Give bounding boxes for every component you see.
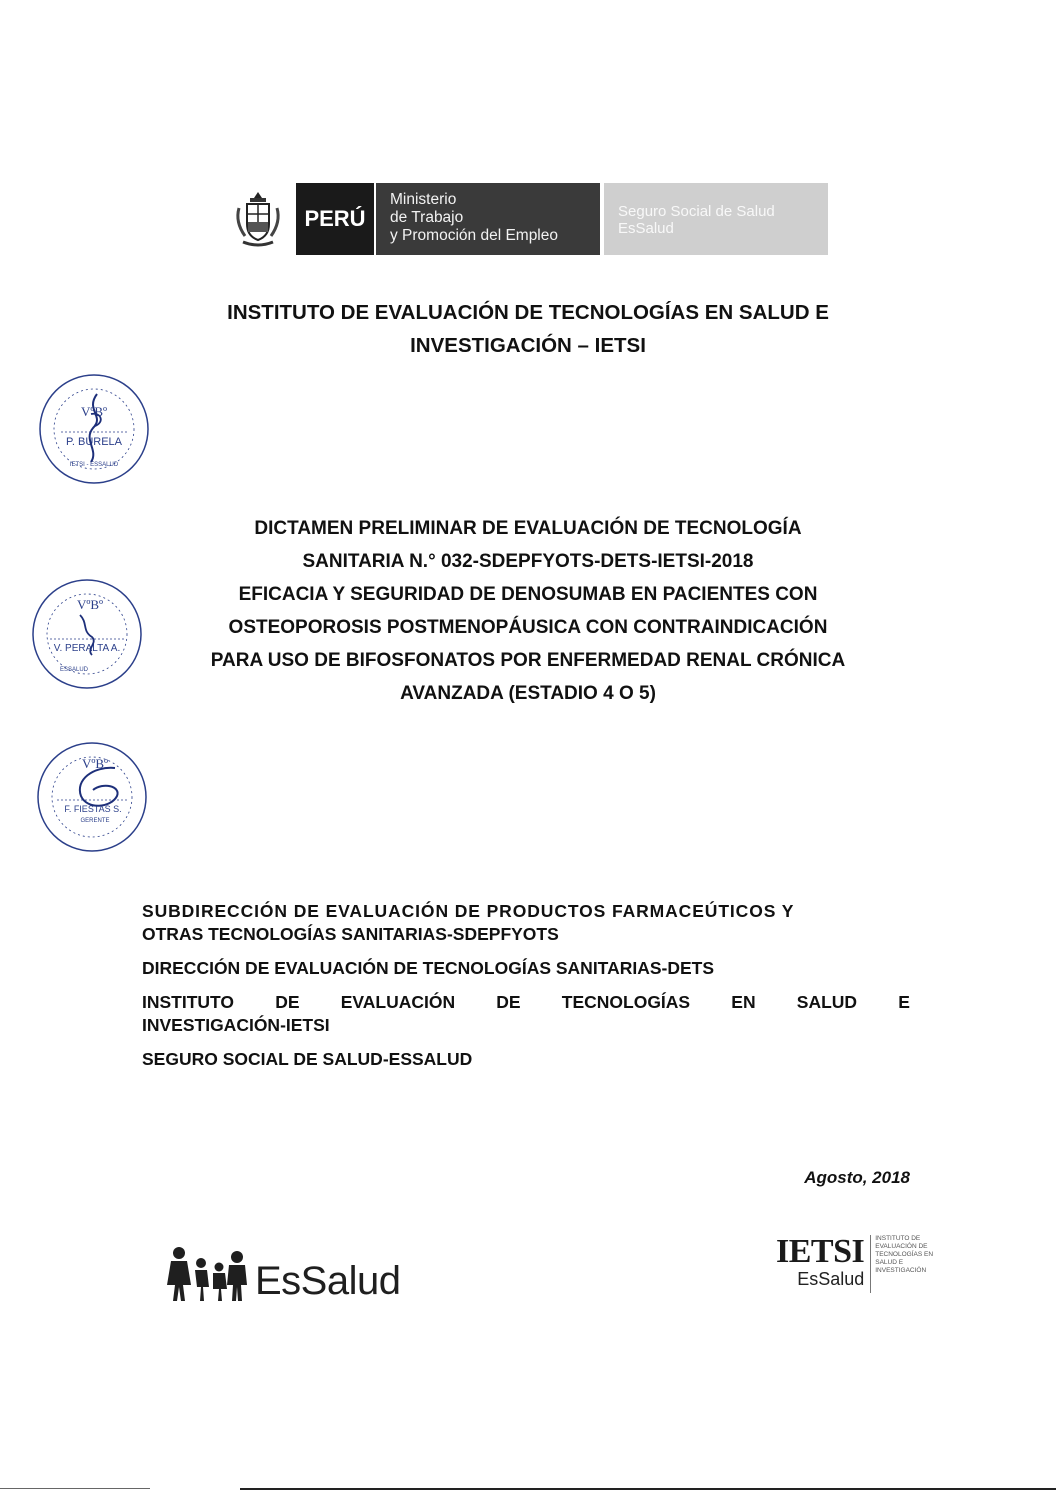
ietsi-desc-line: INSTITUTO DE [875,1235,921,1242]
document-date: Agosto, 2018 [804,1168,910,1187]
institute-title-line: INSTITUTO DE EVALUACIÓN DE TECNOLOGÍAS EN SALUD E [227,301,829,324]
approval-stamp-peralta [28,575,146,693]
institution-line [142,900,910,923]
institution-line: INVESTIGACIÓN-IETSI [142,1015,330,1035]
family-figures-icon [165,1245,251,1303]
institution-word: SALUD [796,992,858,1012]
institution-word: EVALUACIÓN [340,992,456,1012]
coat-of-arms-icon [228,183,288,255]
stamp-vobo: VºBº [76,597,104,612]
dictamen-line: DICTAMEN PRELIMINAR DE EVALUACIÓN DE TECNOLOGÍA [254,518,802,539]
institution-word: DE [496,992,521,1012]
institution-dets: DIRECCIÓN DE EVALUACIÓN DE TECNOLOGÍAS SANITARIAS-DETS [142,958,715,978]
ietsi-desc-line: SALUD E [875,1259,904,1266]
ministerio-line: y Promoción del Empleo [390,227,558,244]
institution-word: INSTITUTO [142,992,235,1012]
stamp-vobo: VºBº [81,756,109,771]
essalud-logo [165,1245,400,1303]
bottom-edge-line [240,1488,1056,1490]
institution-essalud: SEGURO SOCIAL DE SALUD-ESSALUD [142,1049,473,1069]
ministerio-line: de Trabajo [390,209,464,226]
stamp-seal-icon [33,738,151,856]
stamp-footer: GERENTE [80,818,110,824]
ministerio-line: Ministerio [390,191,457,208]
institution-line [142,991,910,1014]
ietsi-logo-wordmark [776,1235,864,1289]
ietsi-desc-line: INVESTIGACIÓN [875,1267,927,1274]
dictamen-line: SANITARIA N.° 032-SDEPFYOTS-DETS-IETSI-2018 [302,551,754,572]
dictamen-line: OSTEOPOROSIS POSTMENOPÁUSICA CON CONTRAINDICACIÓN [228,617,828,638]
seguro-line: Seguro Social de Salud [618,203,775,220]
institution-line-text: SUBDIRECCIÓN DE EVALUACIÓN DE PRODUCTOS FARMACEÚTICOS Y [142,901,795,921]
approval-stamp-burela [35,370,153,488]
dictamen-line: AVANZADA (ESTADIO 4 O 5) [400,683,656,704]
stamp-seal-icon [28,575,146,693]
ministerio-label [374,183,600,255]
stamp-name: F. FIESTAS S. [64,804,122,814]
approval-stamp-fiestas [33,738,151,856]
ietsi-desc-line: TECNOLOGÍAS EN [875,1251,934,1258]
government-banner [228,183,828,255]
dictamen-line: PARA USO DE BIFOSFONATOS POR ENFERMEDAD RENAL CRÓNICA [210,650,846,671]
bottom-edge-line [0,1488,150,1489]
stamp-seal-icon [35,370,153,488]
ietsi-logo-description [870,1235,945,1293]
stamp-footer: IETSI - ESSALUD [69,462,119,468]
stamp-vobo: VºBº [80,404,108,419]
stamp-name: P. BURELA [65,436,123,448]
stamp-footer: ESSALUD [59,667,89,673]
institution-word: EN [731,992,756,1012]
institution-word: E [898,992,910,1012]
seguro-social-label [604,183,828,255]
seguro-line: EsSalud [618,220,674,237]
ietsi-logo-subtitle: EsSalud [797,1269,865,1289]
dictamen-line: EFICACIA Y SEGURIDAD DE DENOSUMAB EN PACIENTES CON [238,584,818,605]
institute-title [120,296,936,362]
ietsi-logo-title: IETSI [776,1233,865,1270]
institution-sdepfyots [142,900,910,946]
institution-ietsi [142,991,910,1037]
ietsi-logo [776,1235,945,1293]
essalud-logo-text: EsSalud [255,1259,401,1303]
institution-word: DE [275,992,300,1012]
peru-label: PERÚ [296,183,374,255]
institute-title-line: INVESTIGACIÓN – IETSI [410,334,646,357]
institution-word: TECNOLOGÍAS [561,992,691,1012]
ietsi-desc-line: EVALUACIÓN DE [875,1243,928,1250]
stamp-name: V. PERALTA A. [53,643,121,654]
dictamen-title [120,512,936,710]
institution-line: OTRAS TECNOLOGÍAS SANITARIAS-SDEPFYOTS [142,924,559,944]
institutions-list [142,900,910,1082]
